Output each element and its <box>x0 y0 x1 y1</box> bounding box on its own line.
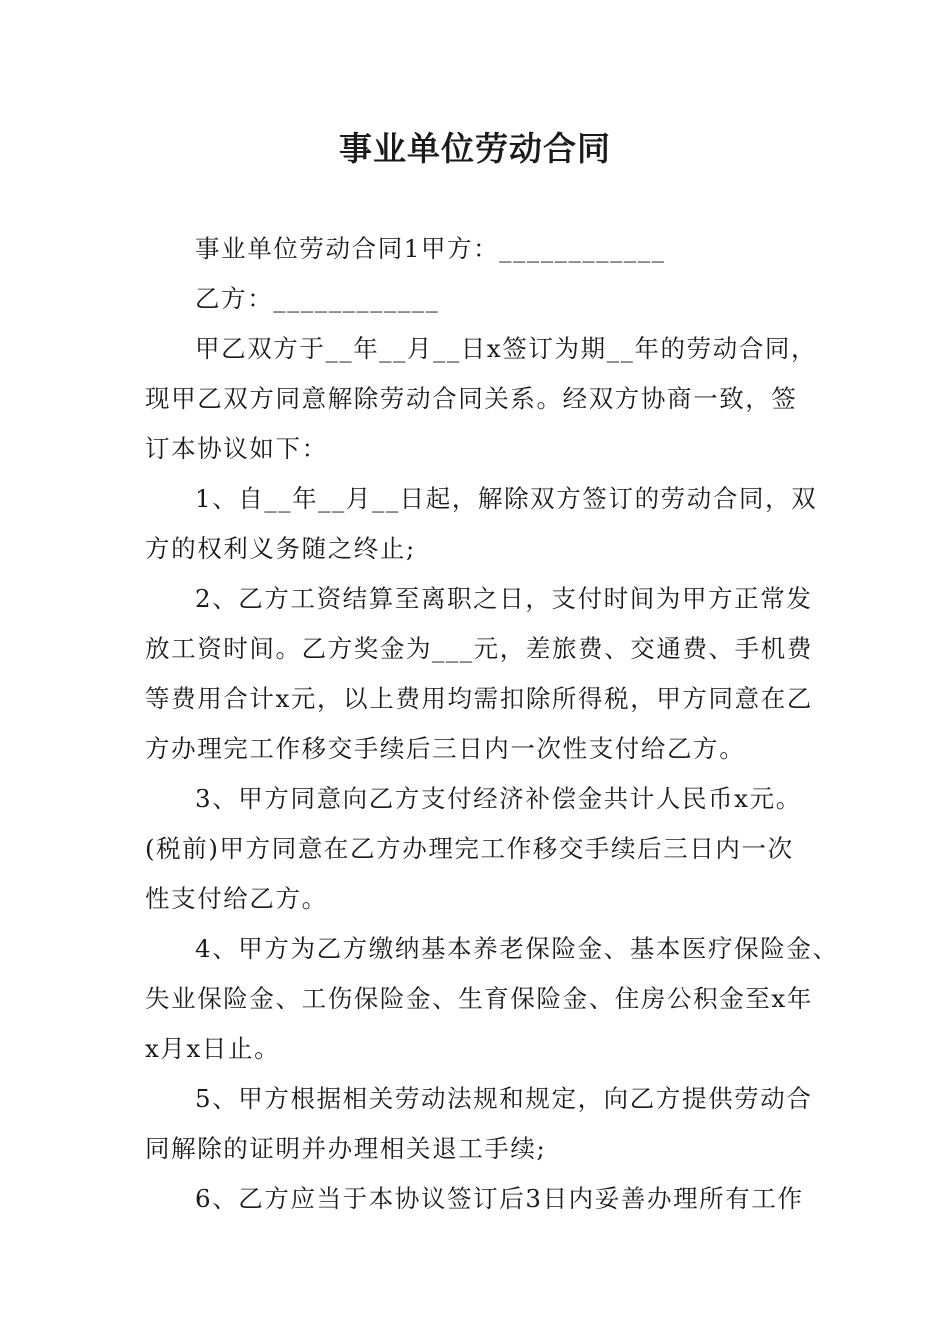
text-line: (税前)甲方同意在乙方办理完工作移交手续后三日内一次 <box>145 834 794 863</box>
party-a-paragraph <box>145 224 810 274</box>
text-line: 性支付给乙方。 <box>145 884 328 913</box>
clause-4-paragraph <box>145 924 839 1074</box>
text-line: x月x日止。 <box>145 1034 281 1063</box>
text-line: 5、甲方根据相关劳动法规和规定，向乙方提供劳动合 <box>195 1084 813 1113</box>
text-line: 4、甲方为乙方缴纳基本养老保险金、基本医疗保险金、 <box>195 934 839 963</box>
text-line: 失业保险金、工伤保险金、生育保险金、住房公积金至x年 <box>145 984 813 1013</box>
text-line: 事业单位劳动合同1甲方：____________ <box>195 234 666 263</box>
text-line: 方的权利义务随之终止; <box>145 534 416 563</box>
text-line: 乙方：____________ <box>195 284 440 313</box>
preamble-paragraph <box>145 324 818 474</box>
clause-6-paragraph <box>145 1174 810 1224</box>
clause-1-paragraph <box>145 474 818 574</box>
party-b-paragraph <box>145 274 810 324</box>
text-line: 同解除的证明并办理相关退工手续; <box>145 1134 547 1163</box>
clause-3-paragraph <box>145 774 810 924</box>
text-line: 1、自__年__月__日起，解除双方签订的劳动合同，双 <box>195 484 818 513</box>
text-line: 2、乙方工资结算至离职之日，支付时间为甲方正常发 <box>195 584 813 613</box>
document-title: 事业单位劳动合同 <box>339 129 611 168</box>
text-line: 3、甲方同意向乙方支付经济补偿金共计人民币x元。 <box>195 784 802 813</box>
clause-5-paragraph <box>145 1074 813 1174</box>
document-body <box>145 224 839 1224</box>
clause-2-paragraph <box>145 574 813 774</box>
text-line: 方办理完工作移交手续后三日内一次性支付给乙方。 <box>145 734 746 763</box>
text-line: 现甲乙双方同意解除劳动合同关系。经双方协商一致，签 <box>145 384 798 413</box>
text-line: 放工资时间。乙方奖金为___元，差旅费、交通费、手机费 <box>145 634 813 663</box>
text-line: 等费用合计x元，以上费用均需扣除所得税，甲方同意在乙 <box>145 684 813 713</box>
text-line: 6、乙方应当于本协议签订后3日内妥善办理所有工作 <box>195 1184 804 1213</box>
text-line: 订本协议如下： <box>145 434 328 463</box>
text-line: 甲乙双方于__年__月__日x签订为期__年的劳动合同， <box>195 334 818 363</box>
